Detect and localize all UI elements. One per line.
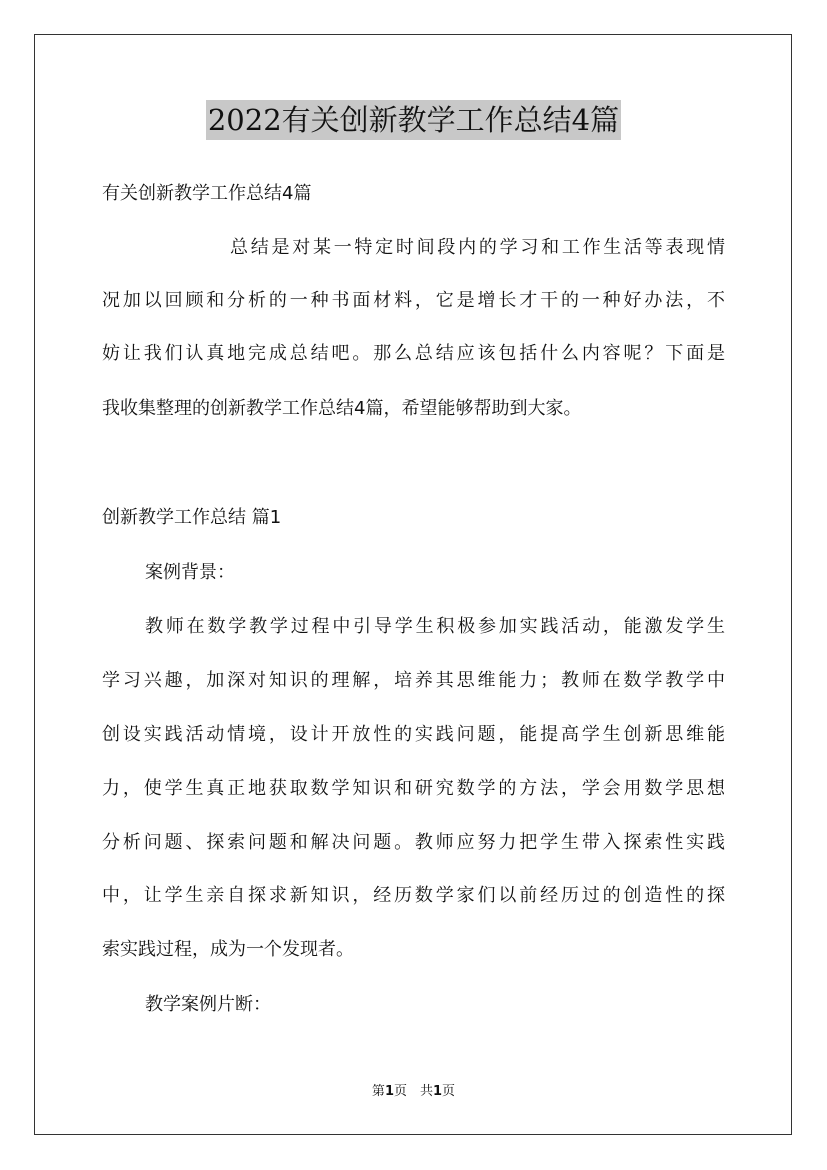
footer-page-prefix: 第 [371,1084,385,1099]
document-title: 2022有关创新教学工作总结4篇 [206,100,621,140]
case-background-label: 案例背景： [145,562,235,583]
case-fragment-label: 教学案例片断： [145,994,271,1015]
body-line-3: 创设实践活动情境，设计开放性的实践问题，能提高学生创新思维能 [102,724,725,745]
intro-line-2: 况加以回顾和分析的一种书面材料，它是增长才干的一种好办法，不 [102,290,725,311]
document-subtitle: 有关创新教学工作总结4篇 [102,183,312,204]
intro-line-4: 我收集整理的创新教学工作总结4篇，希望能够帮助到大家。 [102,398,582,419]
section-heading: 创新教学工作总结 篇1 [102,507,282,528]
footer-page-mid: 页 共 [393,1084,433,1099]
footer-page-current: 1 [384,1084,394,1099]
intro-line-3: 妨让我们认真地完成总结吧。那么总结应该包括什么内容呢？下面是 [102,343,725,364]
page-footer [0,1084,827,1100]
body-line-7: 索实践过程，成为一个发现者。 [102,939,354,960]
body-line-5: 分析问题、探索问题和解决问题。教师应努力把学生带入探索性实践 [102,832,725,853]
footer-page-suffix: 页 [442,1084,456,1099]
footer-page-total: 1 [433,1084,443,1099]
body-line-1: 教师在数学教学过程中引导学生积极参加实践活动，能激发学生 [145,616,725,637]
intro-line-1: 总结是对某一特定时间段内的学习和工作生活等表现情 [230,237,725,258]
body-line-2: 学习兴趣，加深对知识的理解，培养其思维能力；教师在数学教学中 [102,670,725,691]
title-container [0,100,827,140]
body-line-6: 中，让学生亲自探求新知识，经历数学家们以前经历过的创造性的探 [102,885,725,906]
body-line-4: 力，使学生真正地获取数学知识和研究数学的方法，学会用数学思想 [102,778,725,799]
